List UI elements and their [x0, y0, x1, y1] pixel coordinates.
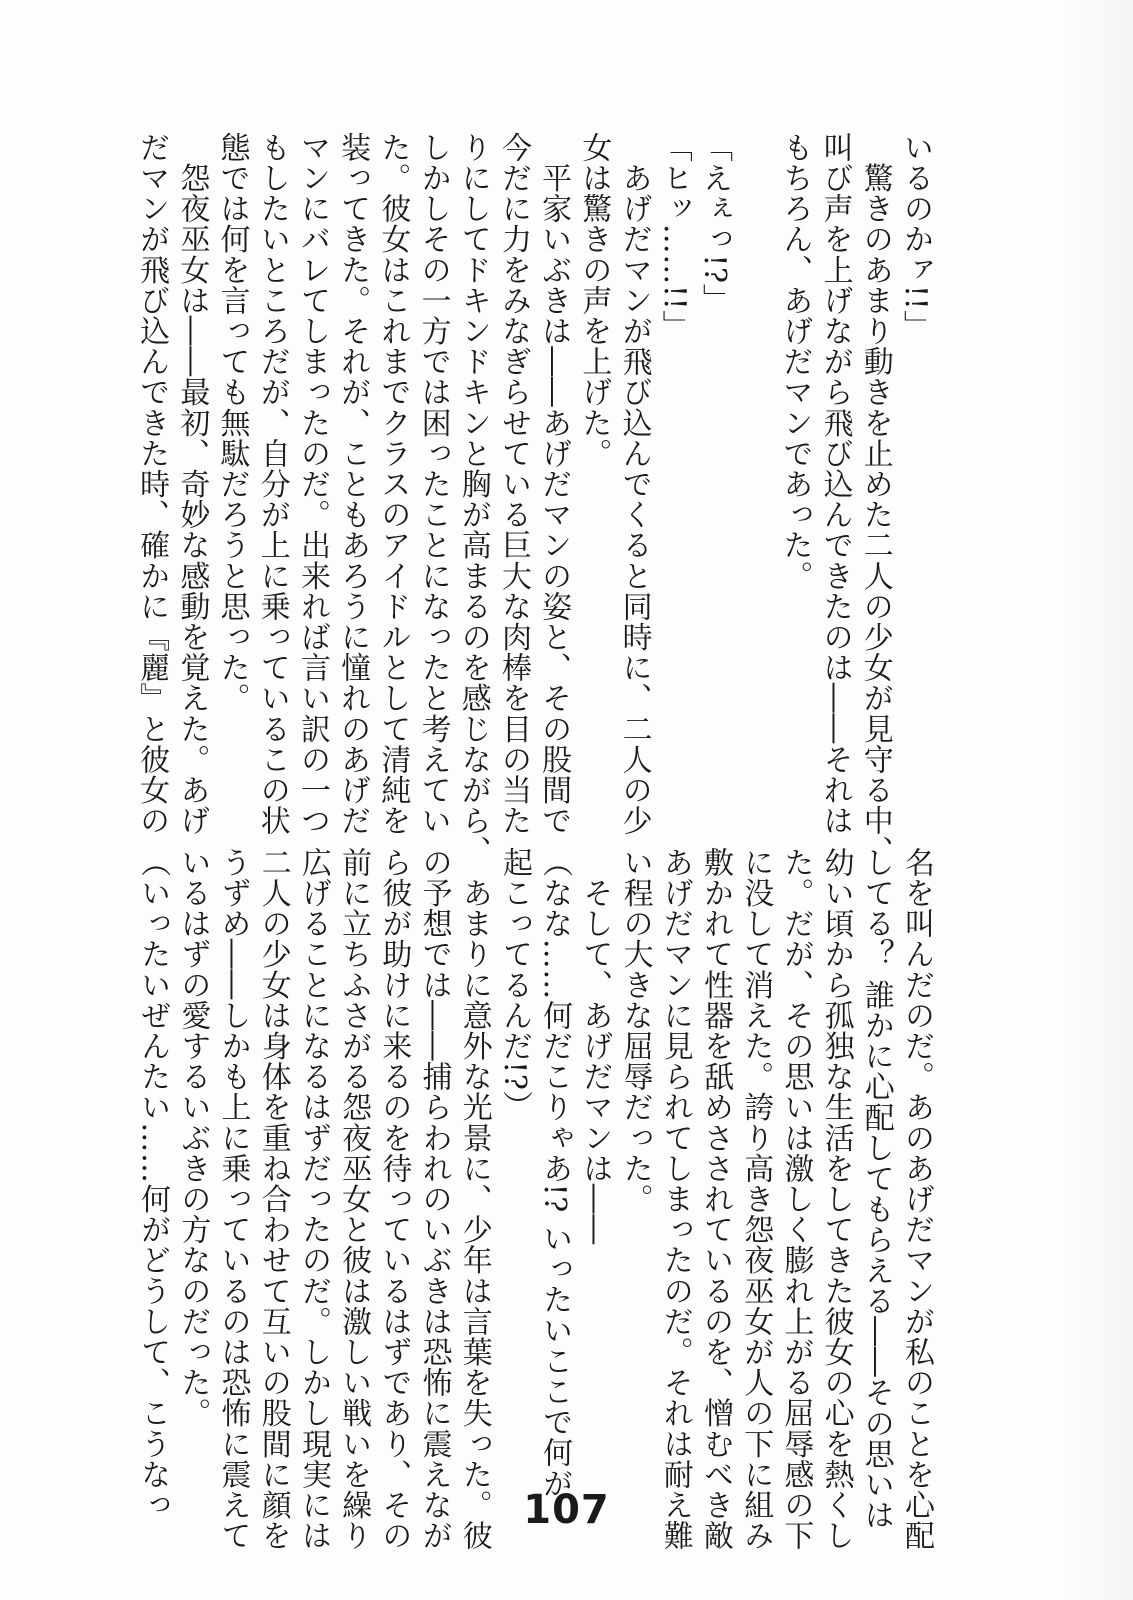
- text-line: マンにバレてしまったのだ。出来れば言い訳の一つ: [294, 132, 330, 836]
- text-line: いるはずの愛するいぶきの方なのだった。: [175, 847, 211, 1429]
- text-line: だマンが飛び込んできた時、確かに『麗』と彼女の: [134, 132, 170, 836]
- text-line: 女は驚きの声を上げた。: [576, 132, 612, 469]
- text-line: た。彼女はこれまでクラスのアイドルとして清純を: [375, 132, 411, 836]
- text-line: 名を叫んだのだ。あのあげだマンが私のことを心配: [899, 847, 934, 1551]
- text-line: しかしその一方では困ったことになったと考えてい: [415, 132, 451, 836]
- text-line: ら彼が助けに来るのを待っているはずであり、その: [376, 847, 412, 1551]
- text-line: 広げることになるはずだったのだ。しかし現実には: [295, 847, 331, 1551]
- text-line: あげだマンが飛び込んでくると同時に、二人の少: [616, 132, 652, 836]
- text-line: （なな……何だこりゃあ!? いったいここで何が: [537, 847, 573, 1499]
- text-line: もちろん、あげだマンであった。: [777, 132, 813, 591]
- text-line: 装ってきた。それが、こともあろうに憧れのあげだ: [335, 132, 371, 836]
- text-line: 今だに力をみなぎらせている巨大な肉棒を目の当た: [495, 132, 531, 836]
- text-line: 「ヒッ……!!」: [656, 132, 692, 341]
- top-text-block: [134, 132, 935, 867]
- text-line: 敷かれて性器を舐めさされているのを、憎むべき敵: [697, 847, 733, 1551]
- text-line: あまりに意外な光景に、少年は言葉を失った。彼: [456, 847, 492, 1551]
- text-line: [734, 132, 774, 752]
- text-line: そして、あげだマンは――: [577, 847, 613, 1245]
- text-line: 幼い頃から孤独な生活をしてきた彼女の心を熱くし: [818, 847, 854, 1551]
- text-line: うずめ――しかも上に乗っているのは恐怖に震えて: [215, 847, 251, 1551]
- text-line: 平家いぶきは――あげだマンの姿と、その股間で: [536, 132, 572, 836]
- text-line: してる？ 誰かに心配してもらえる――その思いは: [858, 847, 894, 1531]
- text-line: 叫び声を上げながら飛び込んできたのは――それは: [817, 132, 853, 836]
- text-line: 怨夜巫女は――最初、奇妙な感動を覚えた。あげ: [174, 132, 210, 836]
- text-line: 態では何を言っても無駄だろうと思った。: [214, 132, 250, 714]
- text-line: りにしてドキンドキンと胸が高まるのを感じながら、: [455, 132, 491, 867]
- text-line: あげだマンに見られてしまったのだ。それは耐え難: [657, 847, 693, 1551]
- text-line: 驚きのあまり動きを止めた二人の少女が見守る中、: [857, 132, 893, 867]
- text-line: いるのかァ!!」: [898, 132, 933, 341]
- text-line: 起こってるんだ!?）: [496, 847, 532, 1122]
- text-line: た。だが、その思いは激しく膨れ上がる屈辱感の下: [778, 847, 814, 1551]
- text-line: い程の大きな屈辱だった。: [617, 847, 653, 1215]
- text-line: に没して消えた。誇り高き怨夜巫女が人の下に組み: [738, 847, 774, 1551]
- page-number: 107: [523, 1487, 610, 1533]
- text-line: 「えぇっ!?」: [696, 132, 732, 315]
- text-line: 前に立ちふさがる怨夜巫女と彼は激しい戦いを繰り: [336, 847, 372, 1551]
- page-edge-shadow: [1063, 0, 1133, 1600]
- text-line: もしたいところだが、自分が上に乗っているこの状: [254, 132, 290, 836]
- text-line: 二人の少女は身体を重ね合わせて互いの股間に顔を: [255, 847, 291, 1551]
- text-line: （いったいぜんたい……何がどうして、こうなっ: [135, 847, 171, 1521]
- text-line: の予想では――捕らわれのいぶきは恐怖に震えなが: [416, 847, 452, 1551]
